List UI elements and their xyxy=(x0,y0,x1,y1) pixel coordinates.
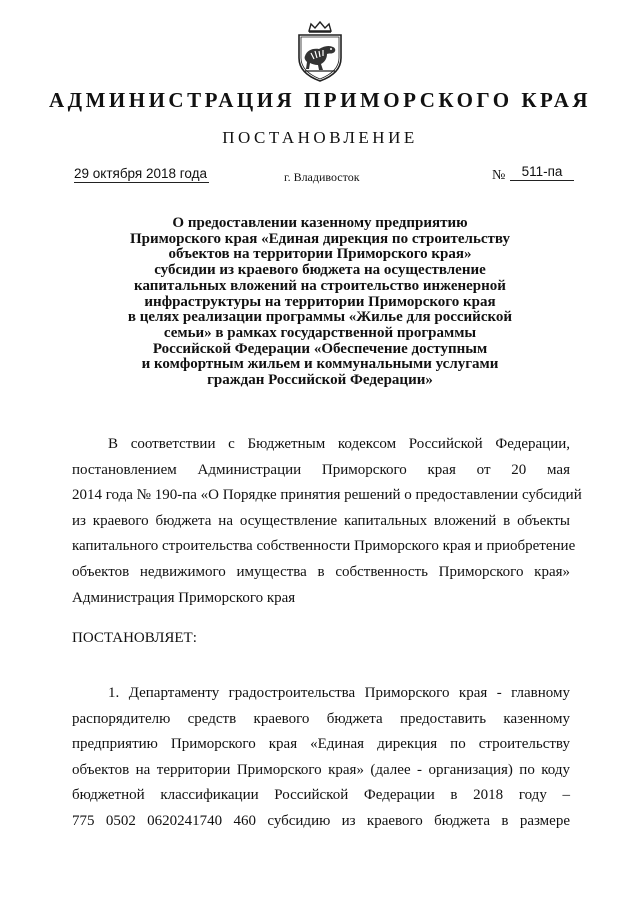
paragraph-line: объектов на территории Приморского края» (далее - организация) по коду xyxy=(72,761,570,778)
paragraph-line: постановлением Администрации Приморского края от 20 мая xyxy=(72,461,570,478)
heading-line: субсидии из краевого бюджета на осуществление xyxy=(154,262,486,279)
heading-line: инфраструктуры на территории Приморского края xyxy=(144,293,496,310)
paragraph-line: капитального строительства собственности Приморского края и приобретение xyxy=(72,538,576,555)
paragraph-line: 1. Департаменту градостроительства Приморского края - главному xyxy=(108,685,570,701)
clause-1-paragraph xyxy=(72,681,570,835)
heading-line: объектов на территории Приморского края» xyxy=(168,246,472,263)
document-type: ПОСТАНОВЛЕНИЕ xyxy=(222,128,418,147)
heading-line: О предоставлении казенному предприятию xyxy=(172,215,468,231)
document-date: 29 октября 2018 года xyxy=(74,166,207,181)
decree-word: ПОСТАНОВЛЯЕТ: xyxy=(72,630,197,646)
heading-line: Российской Федерации «Обеспечение доступным xyxy=(152,340,488,357)
document-city: г. Владивосток xyxy=(284,170,360,184)
coat-of-arms-icon xyxy=(289,20,351,84)
document-number-label: № xyxy=(492,168,506,183)
paragraph-line: В соответствии с Бюджетным кодексом Российской Федерации, xyxy=(108,436,570,452)
paragraph-line: Администрация Приморского края xyxy=(72,589,296,606)
paragraph-line: 775 0502 0620241740 460 субсидию из краевого бюджета в размере xyxy=(72,812,570,829)
heading-line: граждан Российской Федерации» xyxy=(207,372,433,389)
preamble-paragraph xyxy=(72,432,582,611)
heading-line: Приморского края «Единая дирекция по строительству xyxy=(130,230,510,247)
heading-line: капитальных вложений на строительство инженерной xyxy=(134,277,506,294)
document-number: 511-па xyxy=(510,164,574,181)
heading-line: в целях реализации программы «Жилье для российской xyxy=(127,309,513,326)
organization-title: АДМИНИСТРАЦИЯ ПРИМОРСКОГО КРАЯ xyxy=(48,88,592,112)
paragraph-line: объектов недвижимого имущества в собственность Приморского края» xyxy=(72,563,570,580)
document-heading xyxy=(70,216,570,389)
paragraph-line: распорядителю средств краевого бюджета предоставить казенному xyxy=(72,710,570,727)
paragraph-line: из краевого бюджета на осуществление капитальных вложений в объекты xyxy=(72,512,570,529)
paragraph-line: 2014 года № 190-па «О Порядке принятия решений о предоставлении субсидий xyxy=(72,487,582,504)
heading-line: и комфортным жильем и коммунальными услугами xyxy=(141,356,499,373)
heading-line: семьи» в рамках государственной программы xyxy=(163,324,477,341)
paragraph-line: предприятию Приморского края «Единая дирекция по строительству xyxy=(72,736,570,753)
paragraph-line: бюджетной классификации Российской Федерации в 2018 году – xyxy=(72,787,570,804)
